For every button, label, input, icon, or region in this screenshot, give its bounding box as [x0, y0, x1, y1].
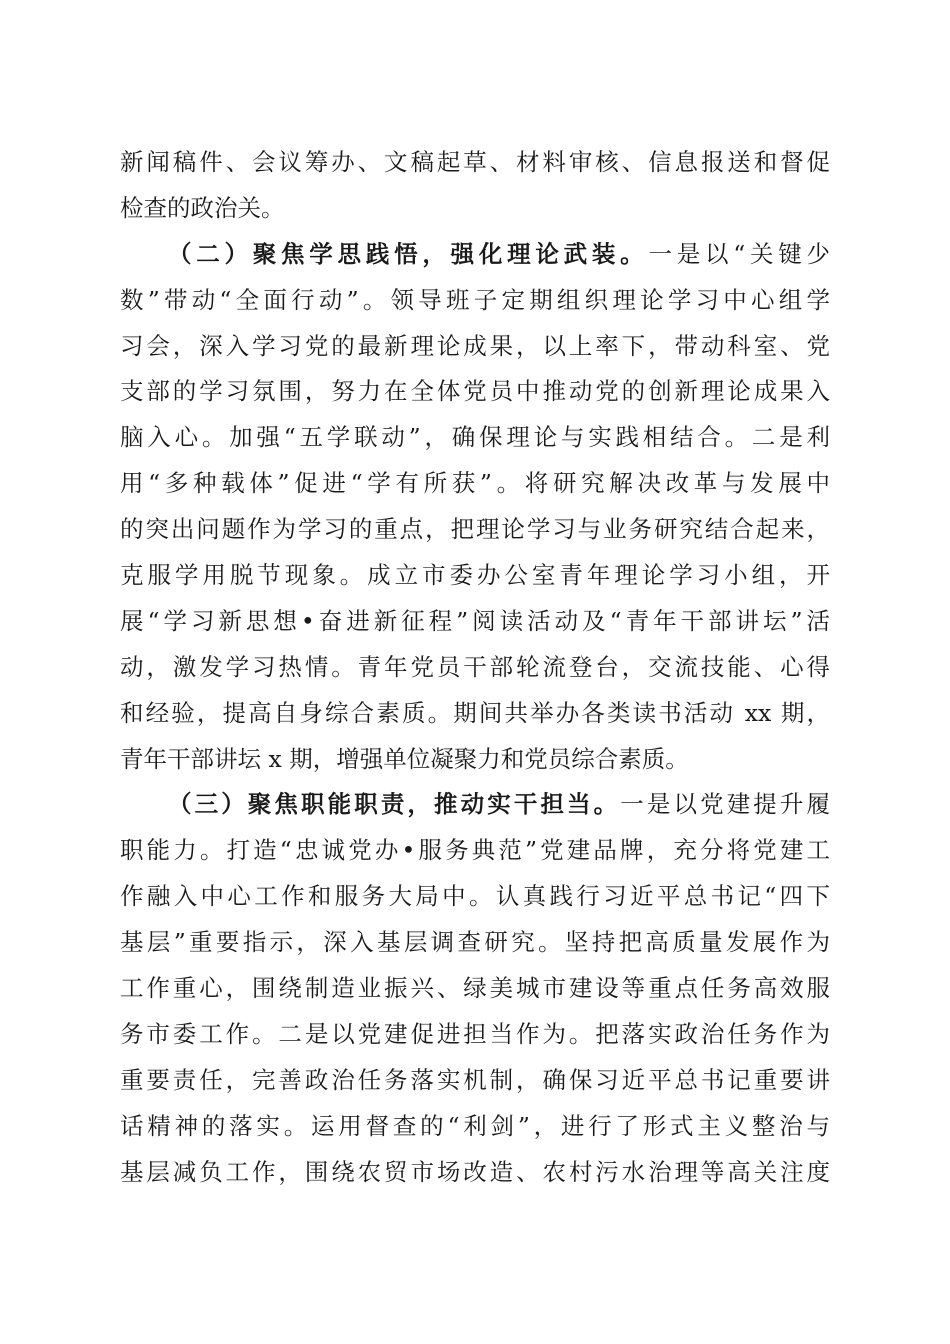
body-line: 重要责任，完善政治任务落实机制，确保习近平总书记重要讲 [120, 1065, 830, 1094]
body-line: 工作重心，围绕制造业振兴、绿美城市建设等重点任务高效服 [120, 974, 830, 1003]
body-line: 的突出问题作为学习的重点，把理论学习与业务研究结合起来， [120, 515, 830, 544]
body-line: 基层”重要指示，深入基层调查研究。坚持把高质量发展作为 [120, 928, 830, 957]
body-line: 习会，深入学习党的最新理论成果，以上率下，带动科室、党 [120, 331, 830, 360]
body-line: 动，激发学习热情。青年党员干部轮流登台，交流技能、心得 [120, 652, 830, 681]
document-body [120, 140, 830, 1195]
body-line: 用“多种载体”促进“学有所获”。将研究解决改革与发展中 [120, 469, 830, 498]
body-line: 青年干部讲坛 x 期，增强单位凝聚力和党员综合素质。 [120, 744, 689, 773]
body-line: 话精神的落实。运用督查的“利剑”，进行了形式主义整治与 [120, 1111, 830, 1140]
body-line: 和经验，提高自身综合素质。期间共举办各类读书活动 xx 期， [120, 698, 830, 727]
body-line: 展“学习新思想•奋进新征程”阅读活动及“青年干部讲坛”活 [120, 606, 830, 635]
body-line: 数”带动“全面行动”。领导班子定期组织理论学习中心组学 [120, 285, 830, 314]
section-heading-3: （三）聚焦职能职责，推动实干担当。 [168, 790, 621, 819]
body-text: 一是以“关键少 [648, 239, 831, 268]
body-line: 新闻稿件、会议筹办、文稿起草、材料审核、信息报送和督促 [120, 148, 830, 176]
body-line: 职能力。打造“忠诚党办•服务典范”党建品牌，充分将党建工 [120, 836, 830, 865]
body-line: 作融入中心工作和服务大局中。认真践行习近平总书记“四下 [120, 882, 830, 911]
section-heading-2: （二）聚焦学思践悟，强化理论武装。 [168, 239, 649, 268]
paragraph-first-line [120, 232, 830, 278]
body-line: 基层减负工作，围绕农贸市场改造、农村污水治理等高关注度 [120, 1157, 830, 1186]
body-line: 脑入心。加强“五学联动”，确保理论与实践相结合。二是利 [120, 423, 830, 452]
body-line: 务市委工作。二是以党建促进担当作为。把落实政治任务作为 [120, 1019, 830, 1048]
body-text: 一是以党建提升履 [620, 790, 831, 819]
body-line: 支部的学习氛围，努力在全体党员中推动党的创新理论成果入 [120, 377, 830, 406]
paragraph-first-line [120, 782, 830, 828]
body-line: 检查的政治关。 [120, 193, 285, 222]
body-line: 克服学用脱节现象。成立市委办公室青年理论学习小组，开 [120, 561, 830, 590]
